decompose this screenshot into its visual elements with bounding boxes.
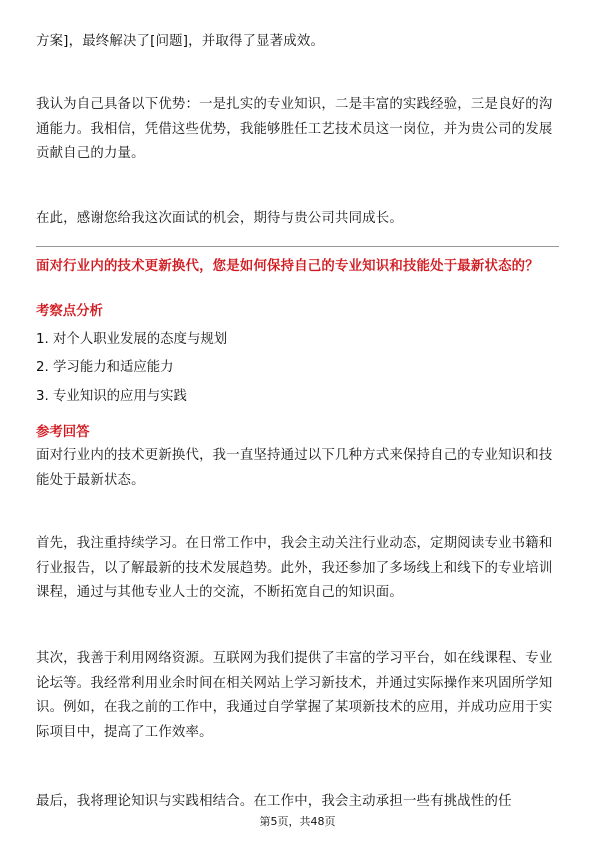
paragraph-text: 首先，我注重持续学习。在日常工作中，我会主动关注行业动态，定期阅读专业书籍和行业报告，以了解最新的技术发展趋势。此外，我还参加了多场线上和线下的专业培训课程，通过与其他专业人士的交流，不断拓宽自己的知识面。 (36, 536, 553, 600)
paragraph-text: 面对行业内的技术更新换代，我一直坚持通过以下几种方式来保持自己的专业知识和技能处于最新状态。 (36, 448, 553, 488)
divider (36, 246, 559, 247)
paragraph (36, 647, 559, 745)
question-text: 面对行业内的技术更新换代，您是如何保持自己的专业知识和技能处于最新状态的？ (36, 259, 539, 274)
list-item (36, 330, 559, 350)
analysis-section (36, 302, 559, 322)
paragraph-text: 其次，我善于利用网络资源。互联网为我们提供了丰富的学习平台，如在线课程、专业论坛等。我经常利用业余时间在相关网站上学习新技术，并通过实际操作来巩固所学知识。例如，在我之前的工作中，我通过自学掌握了某项新技术的应用，并成功应用于实际项目中，提高了工作效率。 (36, 651, 553, 740)
analysis-item: 2. 学习能力和适应能力 (36, 360, 174, 375)
paragraph (36, 93, 559, 167)
paragraph (36, 790, 559, 815)
paragraph (36, 444, 559, 493)
page-footer (0, 815, 595, 829)
paragraph (36, 532, 559, 606)
paragraph-text: 最后，我将理论知识与实践相结合。在工作中，我会主动承担一些有挑战性的任 (36, 794, 512, 809)
paragraph (36, 30, 559, 55)
answer-title: 参考回答 (36, 425, 90, 440)
paragraph-text: 方案]，最终解决了[问题]，并取得了显著成效。 (36, 34, 325, 49)
answer-section (36, 423, 559, 443)
page-number: 第5页，共48页 (259, 815, 336, 828)
question-block (36, 257, 559, 276)
list-item (36, 387, 559, 407)
list-item (36, 358, 559, 378)
paragraph-text: 我认为自己具备以下优势：一是扎实的专业知识，二是丰富的实践经验，三是良好的沟通能力。我相信，凭借这些优势，我能够胜任工艺技术员这一岗位，并为贵公司的发展贡献自己的力量。 (36, 97, 553, 161)
analysis-item: 3. 专业知识的应用与实践 (36, 389, 187, 404)
analysis-item: 1. 对个人职业发展的态度与规划 (36, 332, 228, 347)
paragraph (36, 207, 559, 232)
analysis-title: 考察点分析 (36, 304, 103, 319)
paragraph-text: 在此，感谢您给我这次面试的机会，期待与贵公司共同成长。 (36, 211, 403, 226)
